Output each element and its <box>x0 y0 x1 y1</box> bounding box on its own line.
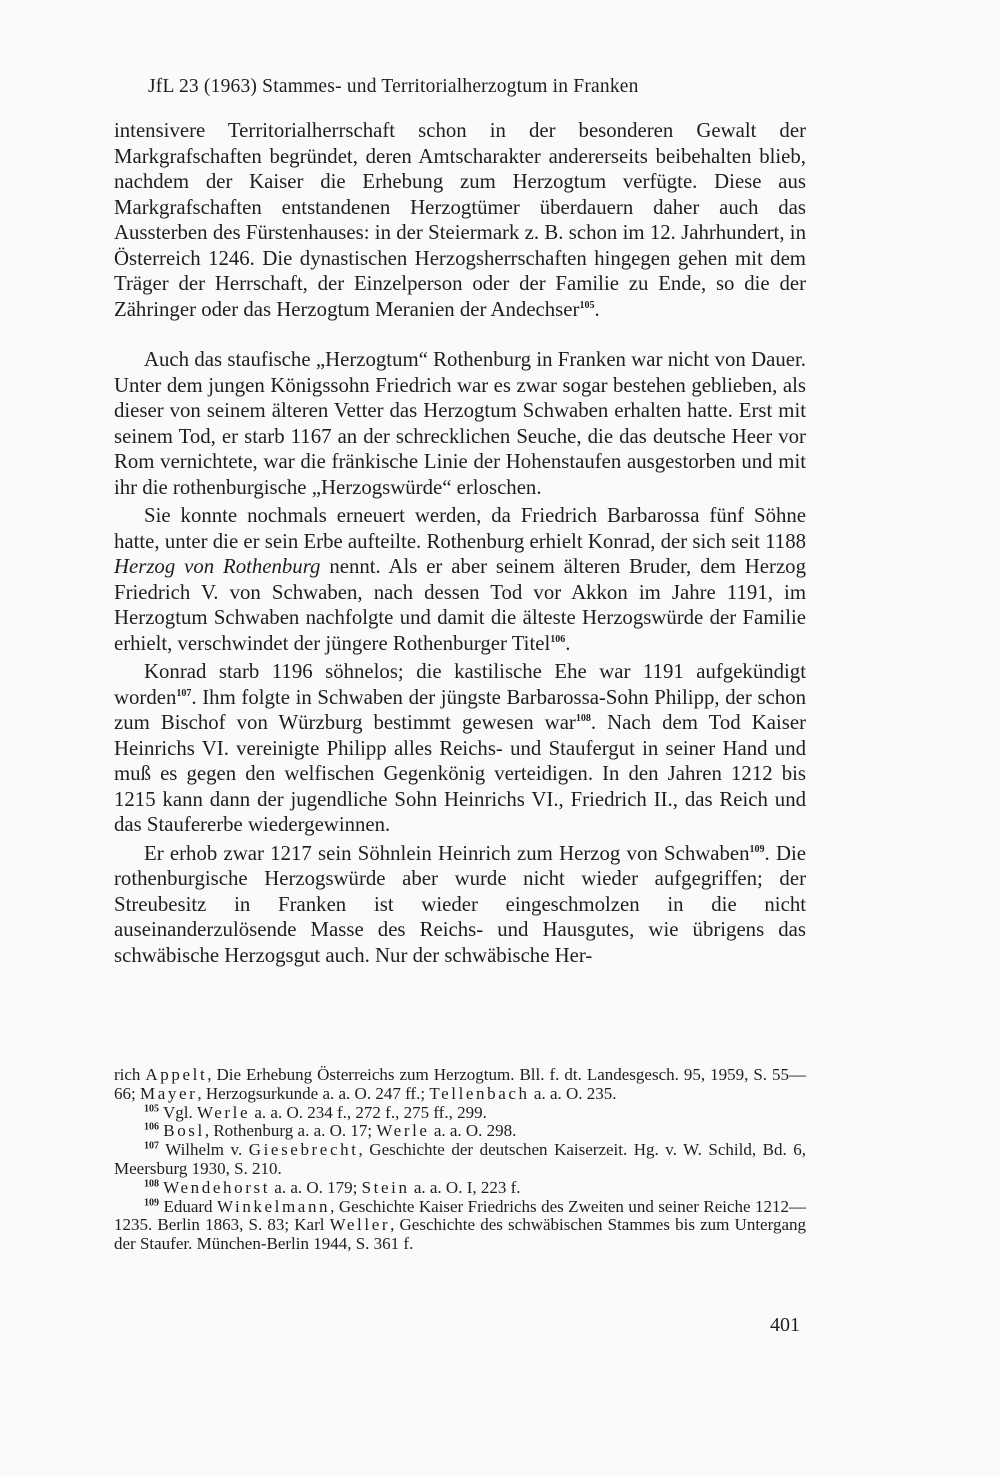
page-number: 401 <box>770 1314 800 1336</box>
footnote-ref-107[interactable]: 107 <box>176 687 192 699</box>
running-header: JfL 23 (1963) Stammes- und Territorialherzogtum in Franken <box>148 76 639 97</box>
paragraph-5: Er erhob zwar 1217 sein Söhnlein Heinrich zum Herzog von Schwaben$^{109}$. Die rothenburgische Herzogswürde aber wurde nicht wieder aufgegriffen; der Streubesitz in Franken ist wieder eingeschmolzen in die nicht auseinanderzulösende Masse des Reichs- und Hausgutes, wie übrigens das schwäbische Herzogsgut auch. Nur der schwäbische Her- <box>114 841 806 967</box>
paragraph-3: Sie konnte nochmals erneuert werden, da Friedrich Barbarossa fünf Söhne hatte, unter die er sein Erbe aufteilte. Rothenburg erhielt Konrad, der sich seit 1188 Herzog von Rothenburg nennt. Als er aber seinem älteren Bruder, dem Herzog Friedrich V. von Schwaben, nach dessen Tod vor Akkon im Jahre 1191, im Herzogtum Schwaben nachfolgte und damit die älteste Herzogswürde der Familie erhielt, verschwindet der jüngere Rothenburger Titel$^{106}$. <box>114 504 806 655</box>
footnote-109: $^{109}$ Eduard Winkelmann, Geschichte Kaiser Friedrichs des Zweiten und seiner Reiche 1212—1235. Berlin 1863, S. 83; Karl Weller, Geschichte des schwäbischen Stammes bis zum Untergang der Staufer. München-Berlin 1944, S. 361 f. <box>114 1196 807 1254</box>
footnote-108: $^{108}$ Wendehorst a. a. O. 179; Stein a. a. O. I, 223 f. <box>144 1177 521 1197</box>
footnote-continuation: rich Appelt, Die Erhebung Österreichs zum Herzogtum. Bll. f. dt. Landesgesch. 95, 1959, S. 55—66; Mayer, Herzogsurkunde a. a. O. 247 ff.; Tellenbach a. a. O. 235. <box>114 1065 807 1103</box>
footnotes <box>114 1066 806 1254</box>
footnote-ref-106[interactable]: 106 <box>550 633 566 645</box>
paragraph-2: Auch das staufische „Herzogtum“ Rothenburg in Franken war nicht von Dauer. Unter dem jungen Königssohn Friedrich war es zwar sogar bestehen geblieben, als dieser von seinem älteren Vetter das Herzogtum Schwaben erhalten hatte. Erst mit seinem Tod, er starb 1167 an der schrecklichen Seuche, die das deutsche Heer vor Rom vernichtete, war die fränkische Linie der Hohenstaufen ausgestorben und mit ihr die rothenburgische „Herzogswürde“ erloschen. <box>114 348 806 499</box>
main-text <box>114 118 806 968</box>
paragraph-1: intensivere Territorialherrschaft schon in der besonderen Gewalt der Markgrafschaften begründet, deren Amtscharakter andererseits beibehalten blieb, nachdem der Kaiser die Erhebung zum Herzogtum verfügte. Diese aus Markgrafschaften entstandenen Herzogtümer überdauern daher auch das Aussterben des Fürstenhauses: in der Steiermark z. B. schon im 12. Jahrhundert, in Österreich 1246. Die dynastischen Herzogsherrschaften hingegen gehen mit dem Träger der Herrschaft, der Einzelperson oder der Familie zu Ende, so die der Zähringer oder das Herzogtum Meranien der Andechser$^{105}$. <box>114 119 806 321</box>
footnote-107: $^{107}$ Wilhelm v. Giesebrecht, Geschichte der deutschen Kaiserzeit. Hg. v. W. Schild, Bd. 6, Meersburg 1930, S. 210. <box>114 1140 807 1178</box>
footnote-106: $^{106}$ Bosl, Rothenburg a. a. O. 17; Werle a. a. O. 298. <box>144 1121 517 1141</box>
paragraph-4: Konrad starb 1196 söhnelos; die kastilische Ehe war 1191 aufgekündigt worden$^{107}$. Ihm folgte in Schwaben der jüngste Barbarossa-Sohn Philipp, der schon zum Bischof von Würzburg bestimmt gewesen war$^{108}$. Nach dem Tod Kaiser Heinrichs VI. vereinigte Philipp alles Reichs- und Staufergut in seiner Hand und muß es gegen den welfischen Gegenkönig verteidigen. In den Jahren 1212 bis 1215 kann dann der jugendliche Sohn Heinrichs VI., Friedrich II., das Reich und das Staufererbe wiedergewinnen. <box>114 660 806 836</box>
footnote-ref-108[interactable]: 108 <box>575 713 591 725</box>
footnote-ref-105[interactable]: 105 <box>579 299 595 311</box>
footnote-105: $^{105}$ Vgl. Werle a. a. O. 234 f., 272 f., 275 ff., 299. <box>144 1102 487 1122</box>
footnote-ref-109[interactable]: 109 <box>749 843 765 855</box>
italic-title: Herzog von Rothenburg <box>114 555 321 578</box>
